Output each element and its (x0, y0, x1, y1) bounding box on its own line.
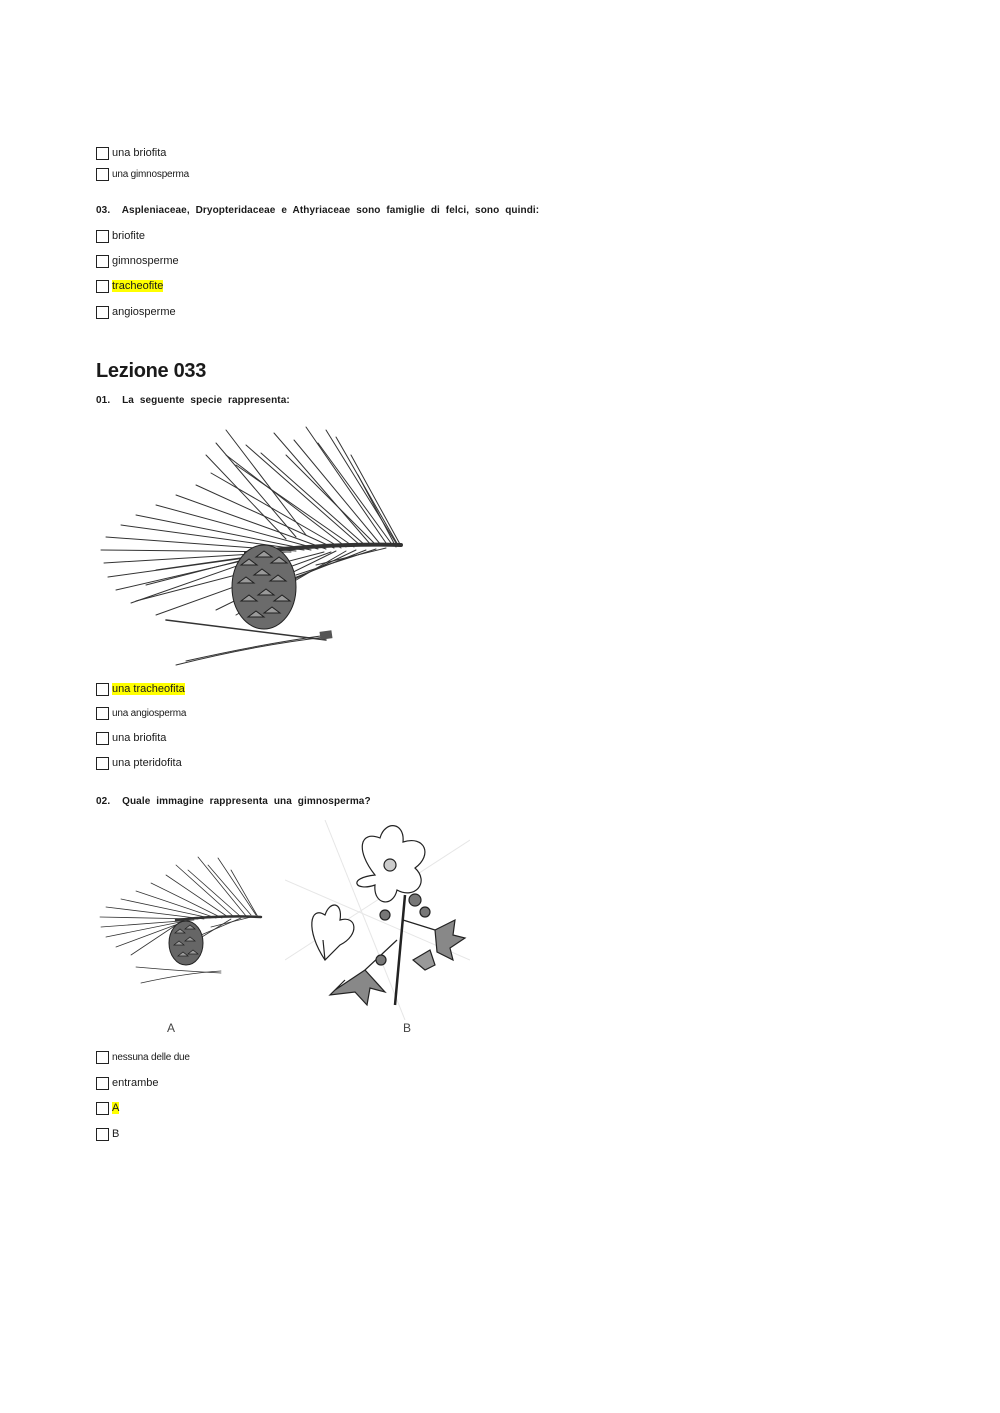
answer-option[interactable] (96, 304, 176, 320)
mallow-flower-illustration (285, 820, 470, 1020)
option-label: una pteridofita (112, 757, 182, 769)
option-label: entrambe (112, 1077, 159, 1089)
checkbox[interactable] (96, 280, 109, 293)
lesson-title: Lezione 033 (96, 360, 207, 382)
question-text (96, 205, 539, 216)
option-label: una gimnosperma (112, 168, 190, 180)
checkbox[interactable] (96, 757, 109, 770)
answer-option[interactable] (96, 755, 182, 771)
option-label-highlighted: tracheofite (112, 280, 164, 292)
answer-option[interactable] (96, 730, 166, 746)
question-text (96, 796, 371, 807)
question-body: Aspleniaceae, Dryopteridaceae e Athyriaceae sono famiglie di felci, sono quindi: (121, 205, 540, 216)
question-number: 01. (96, 395, 111, 406)
option-label: angiosperme (112, 306, 176, 318)
figure-caption-b: B (403, 1021, 412, 1035)
option-label: B (112, 1128, 120, 1140)
answer-option[interactable] (96, 1075, 158, 1091)
answer-option[interactable] (96, 1049, 190, 1065)
question-number: 02. (96, 796, 111, 807)
option-label: nessuna delle due (112, 1051, 190, 1063)
checkbox[interactable] (96, 683, 109, 696)
checkbox[interactable] (96, 1051, 109, 1064)
option-label: gimnosperme (112, 255, 179, 267)
checkbox[interactable] (96, 230, 109, 243)
checkbox[interactable] (96, 1128, 109, 1141)
question-body: La seguente specie rappresenta: (122, 395, 290, 406)
answer-option[interactable] (96, 253, 179, 269)
answer-option[interactable] (96, 1126, 119, 1142)
pine-branch-illustration (96, 425, 411, 670)
option-label: briofite (112, 230, 146, 242)
option-label-highlighted: A (112, 1102, 120, 1114)
figure-caption-a: A (167, 1021, 176, 1035)
option-label: una briofita (112, 732, 167, 744)
checkbox[interactable] (96, 1077, 109, 1090)
answer-option[interactable] (96, 278, 163, 294)
checkbox[interactable] (96, 306, 109, 319)
answer-option[interactable] (96, 1100, 119, 1116)
option-label: una angiosperma (112, 707, 187, 719)
checkbox[interactable] (96, 147, 109, 160)
checkbox[interactable] (96, 168, 109, 181)
checkbox[interactable] (96, 732, 109, 745)
answer-option[interactable] (96, 228, 145, 244)
checkbox[interactable] (96, 1102, 109, 1115)
option-label: una briofita (112, 147, 167, 159)
answer-option[interactable] (96, 705, 186, 721)
question-number: 03. (96, 205, 111, 216)
answer-option[interactable] (96, 145, 166, 161)
question-text (96, 395, 290, 406)
answer-option[interactable] (96, 681, 185, 697)
pine-cone (232, 545, 296, 629)
question-body: Quale immagine rappresenta una gimnosperma? (122, 796, 371, 807)
answer-option[interactable] (96, 166, 189, 182)
checkbox[interactable] (96, 707, 109, 720)
checkbox[interactable] (96, 255, 109, 268)
option-label-highlighted: una tracheofita (112, 683, 185, 695)
pine-branch-illustration (96, 855, 266, 985)
